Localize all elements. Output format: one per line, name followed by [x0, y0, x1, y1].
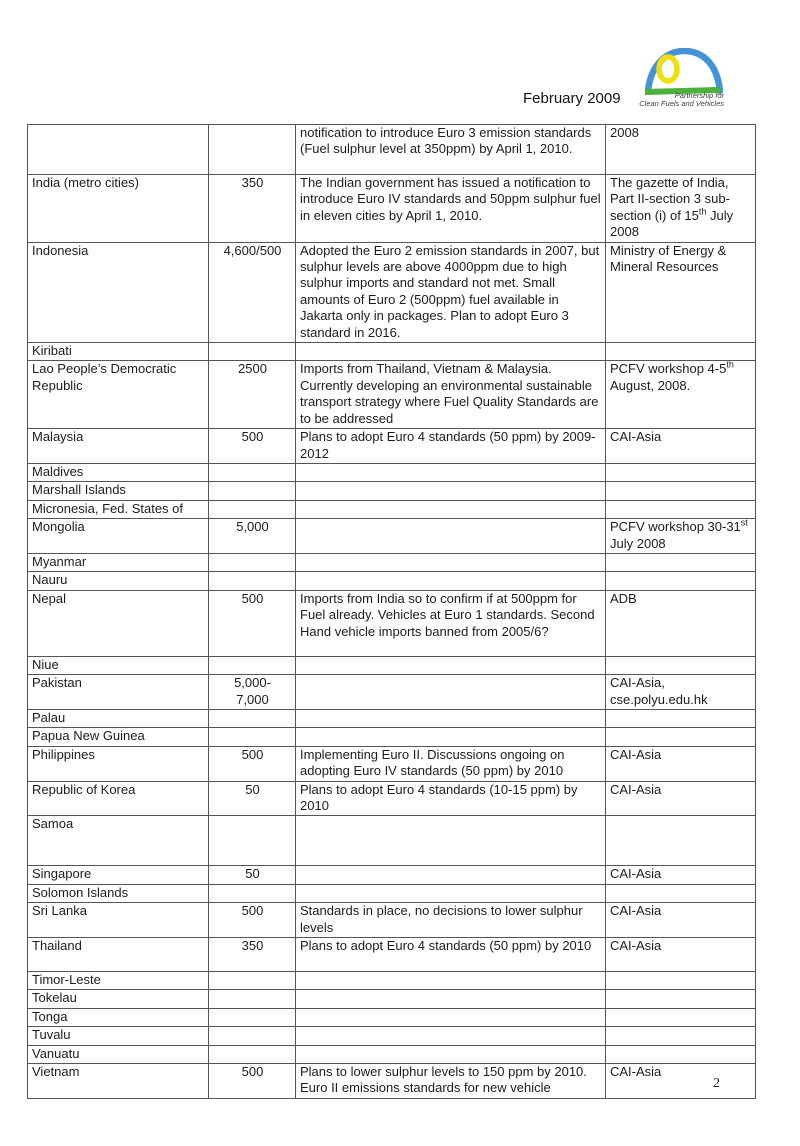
cell-country: Maldives — [28, 463, 209, 481]
cell-country: Tonga — [28, 1008, 209, 1026]
table-row — [28, 816, 756, 866]
cell-country: Malaysia — [28, 429, 209, 464]
cell-country: Micronesia, Fed. States of — [28, 500, 209, 518]
cell-source — [606, 656, 756, 674]
cell-country: Thailand — [28, 938, 209, 972]
cell-description — [296, 1045, 606, 1063]
cell-source — [606, 572, 756, 590]
cell-value — [209, 1045, 296, 1063]
cell-value: 500 — [209, 590, 296, 656]
cell-source — [606, 990, 756, 1008]
cell-description — [296, 519, 606, 554]
table-row — [28, 553, 756, 571]
cell-description: Plans to adopt Euro 4 standards (50 ppm) by 2009-2012 — [296, 429, 606, 464]
cell-value — [209, 1027, 296, 1045]
table-row — [28, 884, 756, 902]
cell-country: Lao People’s Democratic Republic — [28, 361, 209, 429]
cell-value — [209, 972, 296, 990]
cell-source: Ministry of Energy & Mineral Resources — [606, 242, 756, 342]
cell-value: 500 — [209, 1064, 296, 1099]
cell-source — [606, 482, 756, 500]
cell-value — [209, 500, 296, 518]
cell-country: Myanmar — [28, 553, 209, 571]
cell-description: Adopted the Euro 2 emission standards in 2007, but sulphur levels are above 4000ppm due to high sulphur imports and standard not met. Small amounts of Euro 2 (500ppm) fuel available in Jakarta only in packages. Plan to adopt Euro 3 standard in 2016. — [296, 242, 606, 342]
cell-description: Plans to lower sulphur levels to 150 ppm by 2010. Euro II emissions standards for new vehicle — [296, 1064, 606, 1099]
table-row — [28, 500, 756, 518]
cell-description — [296, 553, 606, 571]
cell-value: 350 — [209, 938, 296, 972]
page-number: 2 — [713, 1076, 720, 1091]
cell-country: Papua New Guinea — [28, 728, 209, 746]
cell-description — [296, 709, 606, 727]
table-row — [28, 746, 756, 781]
table-row — [28, 972, 756, 990]
cell-value: 2500 — [209, 361, 296, 429]
cell-source — [606, 1008, 756, 1026]
logo-text — [628, 92, 724, 108]
cell-description — [296, 572, 606, 590]
cell-source — [606, 553, 756, 571]
cell-description: notification to introduce Euro 3 emission standards (Fuel sulphur level at 350ppm) by April 1, 2010. — [296, 125, 606, 175]
cell-source — [606, 709, 756, 727]
cell-description — [296, 500, 606, 518]
cell-source: 2008 — [606, 125, 756, 175]
cell-description — [296, 343, 606, 361]
cell-description — [296, 482, 606, 500]
cell-value: 50 — [209, 866, 296, 884]
table-row — [28, 990, 756, 1008]
cell-value: 4,600/500 — [209, 242, 296, 342]
cell-description — [296, 675, 606, 710]
cell-description — [296, 463, 606, 481]
logo-text-line1: Partnership for — [674, 91, 724, 100]
cell-description — [296, 1027, 606, 1045]
cell-value — [209, 990, 296, 1008]
cell-country: India (metro cities) — [28, 175, 209, 243]
cell-country: Philippines — [28, 746, 209, 781]
cell-source: CAI-Asia — [606, 866, 756, 884]
cell-description: Imports from Thailand, Vietnam & Malaysia. Currently developing an environmental sustainable transport strategy where Fuel Quality Standards are to be addressed — [296, 361, 606, 429]
cell-description — [296, 816, 606, 866]
cell-value — [209, 482, 296, 500]
table-row — [28, 1064, 756, 1099]
table-row — [28, 866, 756, 884]
cell-value — [209, 1008, 296, 1026]
cell-country: Niue — [28, 656, 209, 674]
cell-source: PCFV workshop 4-5th August, 2008. — [606, 361, 756, 429]
cell-country: Palau — [28, 709, 209, 727]
cell-source: CAI-Asia, cse.polyu.edu.hk — [606, 675, 756, 710]
cell-value: 5,000- 7,000 — [209, 675, 296, 710]
cell-value — [209, 463, 296, 481]
cell-description — [296, 884, 606, 902]
cell-source — [606, 463, 756, 481]
cell-value: 5,000 — [209, 519, 296, 554]
cell-source: CAI-Asia — [606, 429, 756, 464]
logo-text-line2: Clean Fuels and Vehicles — [639, 99, 724, 108]
cell-description — [296, 866, 606, 884]
cell-country: Nauru — [28, 572, 209, 590]
cell-country: Indonesia — [28, 242, 209, 342]
cell-source: PCFV workshop 30-31st July 2008 — [606, 519, 756, 554]
cell-source — [606, 1045, 756, 1063]
cell-value — [209, 553, 296, 571]
cell-country: Kiribati — [28, 343, 209, 361]
cell-source: CAI-Asia — [606, 746, 756, 781]
cell-description — [296, 728, 606, 746]
cell-source — [606, 343, 756, 361]
table-row — [28, 125, 756, 175]
cell-source — [606, 728, 756, 746]
table-row — [28, 429, 756, 464]
cell-value: 500 — [209, 746, 296, 781]
table-row — [28, 1027, 756, 1045]
table-row — [28, 709, 756, 727]
table-row — [28, 590, 756, 656]
cell-country: Singapore — [28, 866, 209, 884]
cell-country: Nepal — [28, 590, 209, 656]
cell-country: Mongolia — [28, 519, 209, 554]
cell-description: Implementing Euro II. Discussions ongoing on adopting Euro IV standards (50 ppm) by 2010 — [296, 746, 606, 781]
cell-value — [209, 656, 296, 674]
cell-description: The Indian government has issued a notification to introduce Euro IV standards and 50ppm sulphur fuel in eleven cities by April 1, 2010. — [296, 175, 606, 243]
table-row — [28, 781, 756, 816]
cell-value — [209, 884, 296, 902]
fuel-sulphur-standards-table — [27, 124, 756, 1099]
table-row — [28, 1008, 756, 1026]
cell-description — [296, 1008, 606, 1026]
cell-country: Solomon Islands — [28, 884, 209, 902]
table-row — [28, 728, 756, 746]
cell-description — [296, 990, 606, 1008]
cell-source — [606, 500, 756, 518]
table-row — [28, 572, 756, 590]
table-row — [28, 675, 756, 710]
cell-description — [296, 656, 606, 674]
cell-value: 500 — [209, 429, 296, 464]
cell-country: Timor-Leste — [28, 972, 209, 990]
table-body — [28, 125, 756, 1099]
cell-value — [209, 343, 296, 361]
table-row — [28, 175, 756, 243]
cell-value: 50 — [209, 781, 296, 816]
cell-source — [606, 972, 756, 990]
table-row — [28, 482, 756, 500]
cell-description: Imports from India so to confirm if at 500ppm for Fuel already. Vehicles at Euro 1 standards. Second Hand vehicle imports banned from 2005/6? — [296, 590, 606, 656]
cell-country — [28, 125, 209, 175]
header-date: February 2009 — [523, 90, 621, 107]
cell-source: CAI-Asia — [606, 781, 756, 816]
cell-country: Samoa — [28, 816, 209, 866]
cell-source — [606, 884, 756, 902]
pcfv-logo — [628, 42, 724, 112]
table-row — [28, 519, 756, 554]
cell-description: Plans to adopt Euro 4 standards (50 ppm) by 2010 — [296, 938, 606, 972]
cell-source — [606, 1027, 756, 1045]
cell-source: ADB — [606, 590, 756, 656]
cell-value — [209, 572, 296, 590]
cell-source: CAI-Asia — [606, 903, 756, 938]
cell-description: Standards in place, no decisions to lower sulphur levels — [296, 903, 606, 938]
table-row — [28, 903, 756, 938]
cell-source: CAI-Asia — [606, 1064, 756, 1099]
logo-sun-icon — [659, 57, 677, 81]
cell-value — [209, 816, 296, 866]
table-row — [28, 242, 756, 342]
cell-country: Pakistan — [28, 675, 209, 710]
cell-source: The gazette of India, Part II-section 3 sub-section (i) of 15th July 2008 — [606, 175, 756, 243]
table-row — [28, 343, 756, 361]
cell-country: Tuvalu — [28, 1027, 209, 1045]
cell-country: Tokelau — [28, 990, 209, 1008]
cell-value — [209, 125, 296, 175]
table-row — [28, 463, 756, 481]
cell-country: Republic of Korea — [28, 781, 209, 816]
cell-value: 500 — [209, 903, 296, 938]
cell-description: Plans to adopt Euro 4 standards (10-15 ppm) by 2010 — [296, 781, 606, 816]
cell-country: Vietnam — [28, 1064, 209, 1099]
cell-source — [606, 816, 756, 866]
cell-country: Sri Lanka — [28, 903, 209, 938]
cell-country: Vanuatu — [28, 1045, 209, 1063]
cell-value: 350 — [209, 175, 296, 243]
table-row — [28, 1045, 756, 1063]
cell-source: CAI-Asia — [606, 938, 756, 972]
cell-country: Marshall Islands — [28, 482, 209, 500]
table-row — [28, 938, 756, 972]
cell-description — [296, 972, 606, 990]
table-row — [28, 656, 756, 674]
cell-value — [209, 728, 296, 746]
table-row — [28, 361, 756, 429]
cell-value — [209, 709, 296, 727]
